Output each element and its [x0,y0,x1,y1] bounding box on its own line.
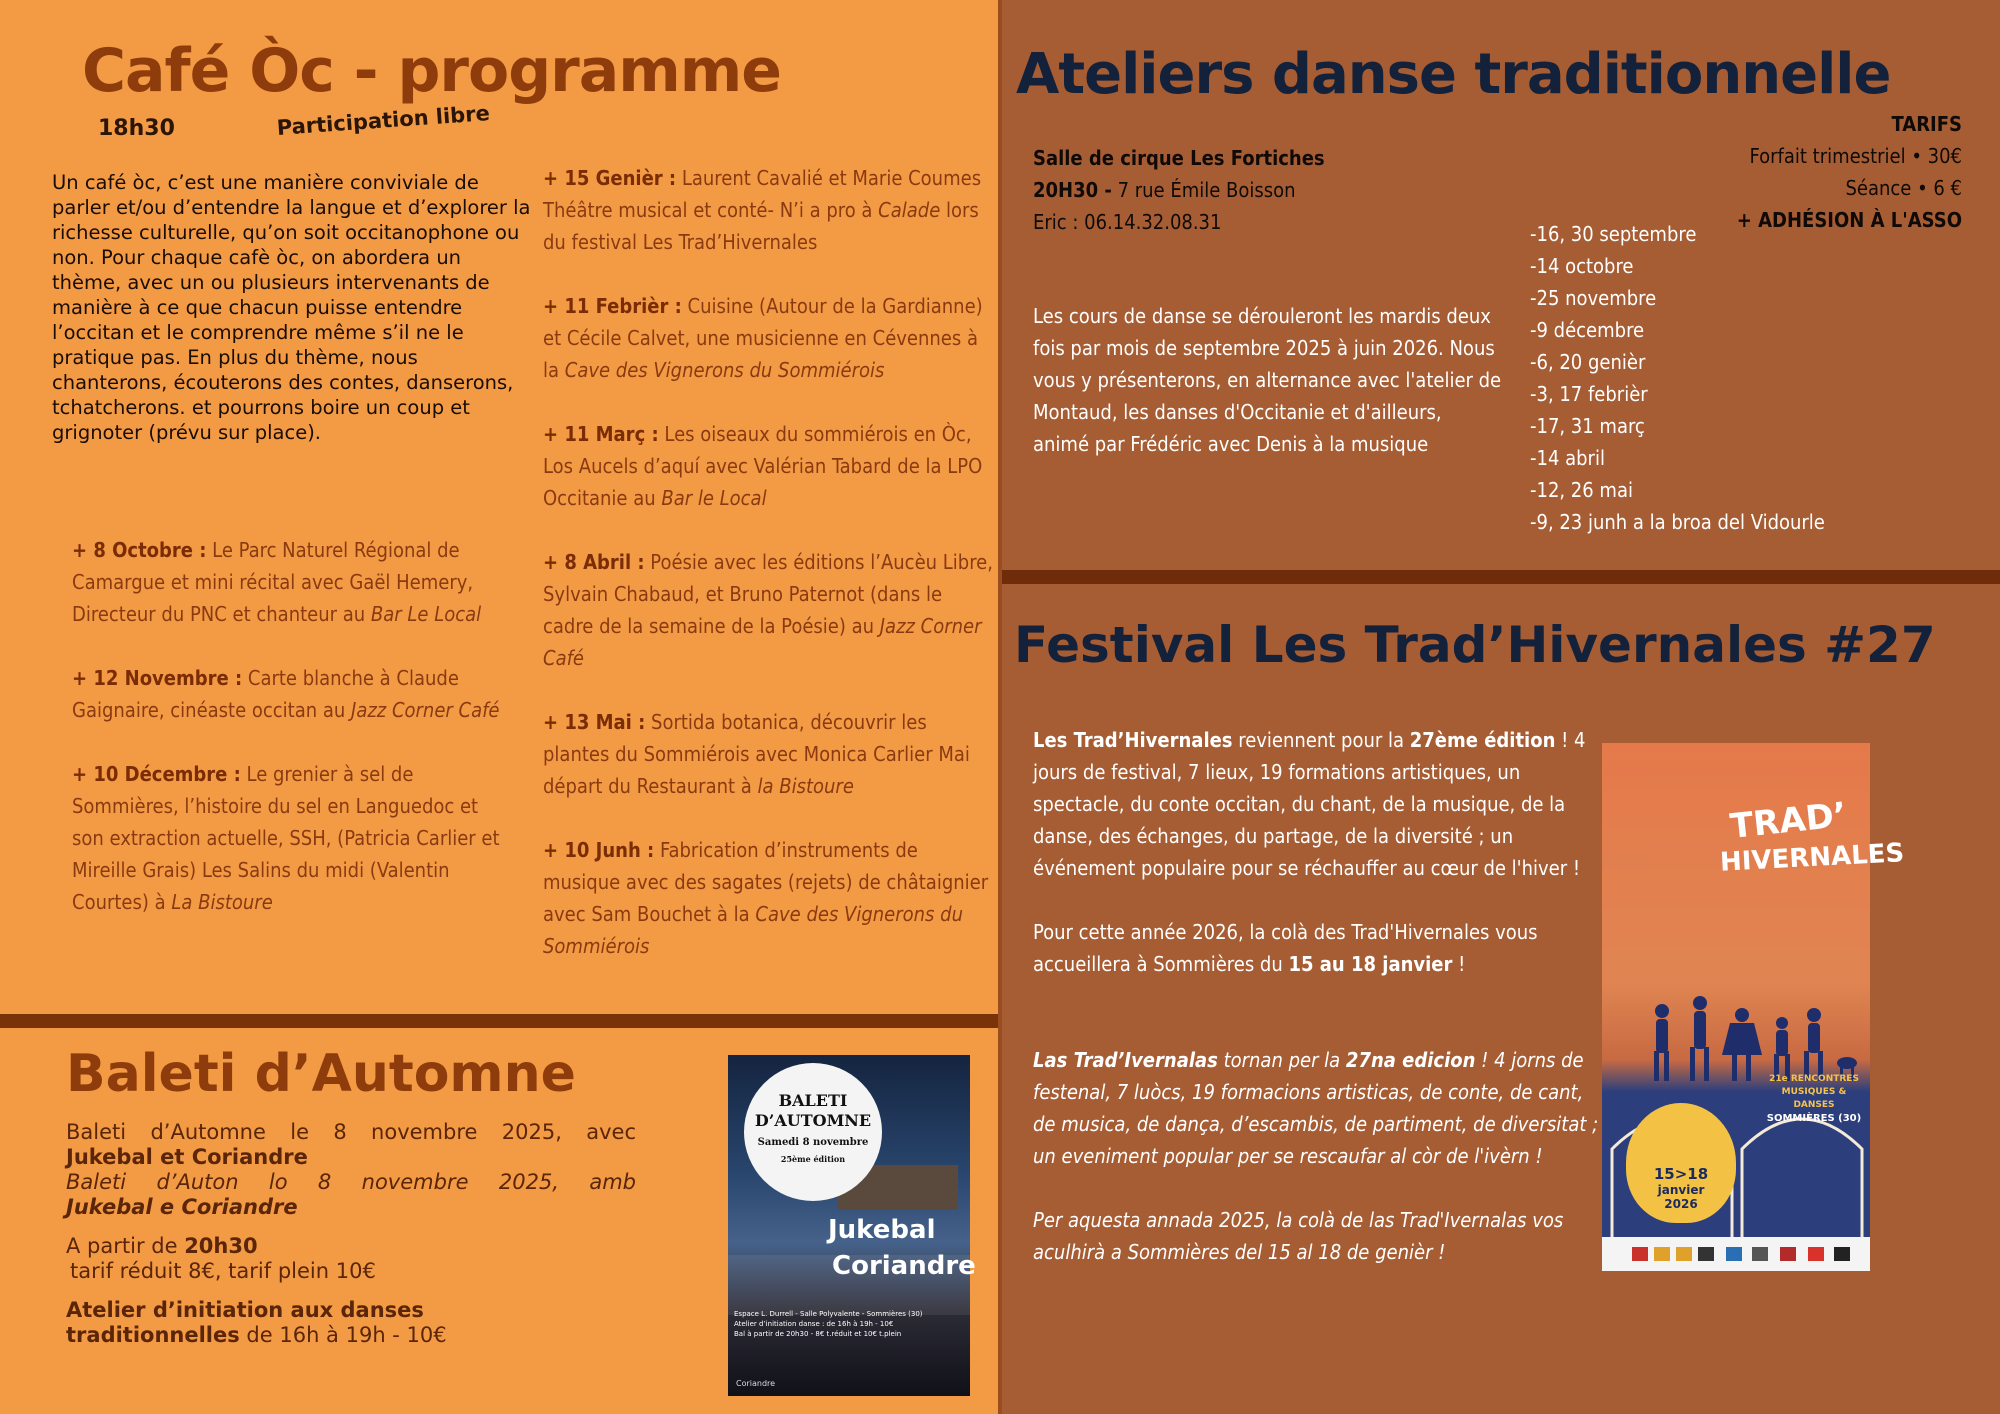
event-place: Bar le Local [661,486,767,510]
event-place: Jazz Corner Café [543,614,982,670]
ateliers-location [1033,142,1325,238]
event-item [543,418,993,514]
event-item [543,290,993,386]
poster-title-2: HIVERNALES [1719,838,1905,878]
poster-band-2: Coriandre [832,1251,976,1281]
ateliers-time: 20H30 - [1033,178,1112,202]
sponsor-logo [1780,1247,1796,1261]
event-place: La Bistoure [171,890,273,914]
sponsor-logo [1632,1247,1648,1261]
event-date: + 8 Octobre : [72,538,207,562]
event-item [72,662,512,726]
baleti-poster [728,1055,976,1396]
date-item: -12, 26 mai [1530,478,1633,502]
event-text: Le Parc Naturel Régional de Camargue et mini récital avec Gaël Hemery, Directeur du PNC et chanteur au [72,538,474,626]
event-item [72,758,512,918]
cafe-intro: Un café òc, c’est une manière conviviale de parler et/ou d’entendre la langue et d’explorer la richesse culturelle, qu’on soit occitanophone ou non. Pour chaque cafè òc, on abordera un thème, avec un ou plusieurs intervenants de manière à ce que chacun puisse entendre l’occitan et le comprendre même s’il ne le pratique pas. En plus du thème, nous chanterons, écouterons des contes, danserons, tchatcherons. et pourrons boire un coup et grignoter (prévu sur place). [52,171,531,444]
cafe-events-left [72,534,512,950]
poster-band-1: Jukebal [828,1215,936,1245]
ateliers-contact: Eric : 06.14.32.08.31 [1033,210,1222,234]
festival-paragraph-oc: Las Trad’Ivernalas tornan per la 27na edicion ! 4 jorns de festenal, 7 luòcs, 19 formacions artisticas, de conte, de cant, de musica, de dança, d’escambis, de partiment, de diversitat ; un eveniment popular per se rescaufar al còr de l'ivèrn ! [1033,1048,1599,1168]
ateliers-address: 7 rue Émile Boisson [1111,178,1296,202]
cafe-oc-panel [0,0,1000,1014]
baleti-line-fr: Baleti d’Automne le 8 novembre 2025, avec [66,1120,636,1144]
section-divider [1002,570,2000,584]
event-date: + 13 Mai : [543,710,646,734]
date-item: -14 abril [1530,446,1605,470]
event-item [543,706,993,802]
event-text: Le grenier à sel de Sommières, l’histoire du sel en Languedoc et son extraction actuelle, SSH, (Patricia Carlier et Mireille Grais) Les Salins du midi (Valentin Courtes) à [72,762,500,914]
sponsor-logo [1654,1247,1670,1261]
event-date: + 11 Març : [543,422,659,446]
event-text: Fabrication d’instruments de musique avec des sagates (rejets) de châtaignier avec Sam Bouchet à la [543,838,989,926]
sponsor-logo [1676,1247,1692,1261]
sponsor-logos [1602,1237,1870,1271]
event-place: la Bistoure [757,774,854,798]
baleti-text [66,1120,636,1348]
dancers-silhouette [1642,993,1862,1083]
poster-title-circle: BALETI D’AUTOMNE Samedi 8 novembre 25ème édition [744,1063,882,1201]
event-date: + 10 Décembre : [72,762,241,786]
event-place: Bar Le Local [370,602,482,626]
baleti-bands-oc: Jukebal e Coriandre [66,1195,298,1219]
baleti-bands-fr: Jukebal et Coriandre [66,1145,308,1169]
baleti-start-time: 20h30 [184,1234,258,1258]
price-membership: + ADHÉSION À L'ASSO [1736,208,1962,232]
event-place: Cave des Vignerons du Sommiérois [543,902,963,958]
poster-info-1: Espace L. Durrell - Salle Polyvalente - Sommières (30) [734,1310,923,1318]
poster-date-badge: 15>18 janvier 2026 [1626,1103,1736,1223]
poster-title-1: TRAD’ [1728,795,1849,847]
event-date: + 12 Novembre : [72,666,243,690]
date-item: -9, 23 junh a la broa del Vidourle [1530,510,1825,534]
ateliers-description: Les cours de danse se dérouleront les mardis deux fois par mois de septembre 2025 à juin 2026. Nous vous y présenterons, en alternance avec l'atelier de Montaud, les danses d'Occitanie et d'ailleurs, animé par Frédéric avec Denis à la musique [1033,304,1502,456]
section-divider [0,1014,1000,1028]
baleti-title: Baleti d’Automne [66,1044,576,1104]
event-date: + 11 Febrièr : [543,294,682,318]
date-item: -14 octobre [1530,254,1634,278]
event-place: Jazz Corner Café [351,698,500,722]
cafe-hour: 18h30 [98,116,175,141]
baleti-line-oc: Baleti d’Auton lo 8 novembre 2025, amb [66,1170,636,1194]
festival-dates-fr: Pour cette année 2026, la colà des Trad'Hivernales vous accueillera à Sommières du 15 au 18 janvier ! [1033,920,1538,976]
poster-info-2: Atelier d’initiation danse : de 16h à 19h - 10€ [734,1320,894,1328]
event-after: lors du festival Les Trad’Hivernales [543,198,979,254]
event-item [543,546,993,674]
poster-logo: Coriandre [736,1379,776,1388]
event-text: Poésie avec les éditions l’Aucèu Libre, Sylvain Chabaud, et Bruno Paternot (dans le cadre de la semaine de la Poésie) au [543,550,993,638]
prices-title: TARIFS [1891,112,1962,136]
ateliers-title: Ateliers danse traditionnelle [1016,42,1891,107]
event-date: + 10 Junh : [543,838,655,862]
festival-dates-oc: Per aquesta annada 2025, la colà de las Trad'Ivernalas vos aculhirà a Sommières del 15 al 18 de genièr ! [1033,1208,1564,1264]
baleti-price: tarif réduit 8€, tarif plein 10€ [70,1259,376,1283]
event-date: + 15 Genièr : [543,166,677,190]
sponsor-logo [1834,1247,1850,1261]
festival-title: Festival Les Trad’Hivernales #27 [1014,616,1936,674]
festival-text [1033,724,1603,1300]
poster-edition-label: 21e RENCONTRES MUSIQUES & DANSES SOMMIÈRES (30) [1766,1074,1862,1124]
event-text: Cuisine (Autour de la Gardianne) et Cécile Calvet, une musicienne en Cévennes à la [543,294,983,382]
festival-paragraph-fr: Les Trad’Hivernales reviennent pour la 27ème édition ! 4 jours de festival, 7 lieux, 19 formations artistiques, un spectacle, du conte occitan, du chant, de la musique, de la danse, des échanges, du partage, de la diversité ; un événement populaire pour se réchauffer au cœur de l'hiver ! [1033,728,1586,880]
date-item: -16, 30 septembre [1530,222,1697,246]
tradhivernales-poster [1602,743,1905,1271]
ateliers-prices [1737,108,1962,236]
cafe-events-right [543,162,993,994]
ateliers-venue: Salle de cirque Les Fortiches [1033,146,1325,170]
event-item [543,162,993,258]
date-item: -17, 31 març [1530,414,1645,438]
sponsor-logo [1698,1247,1714,1261]
date-item: -9 décembre [1530,318,1645,342]
sponsor-logo [1752,1247,1768,1261]
ateliers-dates [1530,218,1825,538]
date-item: -25 novembre [1530,286,1657,310]
event-item [543,834,993,962]
event-place: Cave des Vignerons du Sommiérois [564,358,885,382]
event-place: Calade [878,198,941,222]
sponsor-logo [1726,1247,1742,1261]
sponsor-logo [1808,1247,1824,1261]
date-item: -3, 17 febrièr [1530,382,1648,406]
event-item [72,534,512,630]
poster-info-3: Bal à partir de 20h30 - 8€ t.réduit et 10€ t.plein [734,1330,902,1338]
baleti-start: A partir de 20h30 [66,1234,258,1258]
date-item: -6, 20 genièr [1530,350,1646,374]
cafe-participation: Participation libre [276,101,491,140]
event-text: Carte blanche à Claude Gaignaire, cinéaste occitan au [72,666,459,722]
event-text: Les oiseaux du sommiérois en Òc, Los Aucels d’aquí avec Valérian Tabard de la LPO Occitanie au [543,422,983,510]
event-text: Laurent Cavalié et Marie Coumes Théâtre musical et conté- N’i a pro à [543,166,982,222]
event-text: Sortida botanica, découvrir les plantes du Sommiérois avec Monica Carlier Mai départ du Restaurant à [543,710,970,798]
baleti-workshop: Atelier d’initiation aux danses traditionnelles de 16h à 19h - 10€ [66,1298,447,1347]
price-term: Forfait trimestriel • 30€ [1749,144,1962,168]
event-date: + 8 Abril : [543,550,645,574]
cafe-title: Café Òc - programme [82,36,781,106]
price-session: Séance • 6 € [1845,176,1962,200]
